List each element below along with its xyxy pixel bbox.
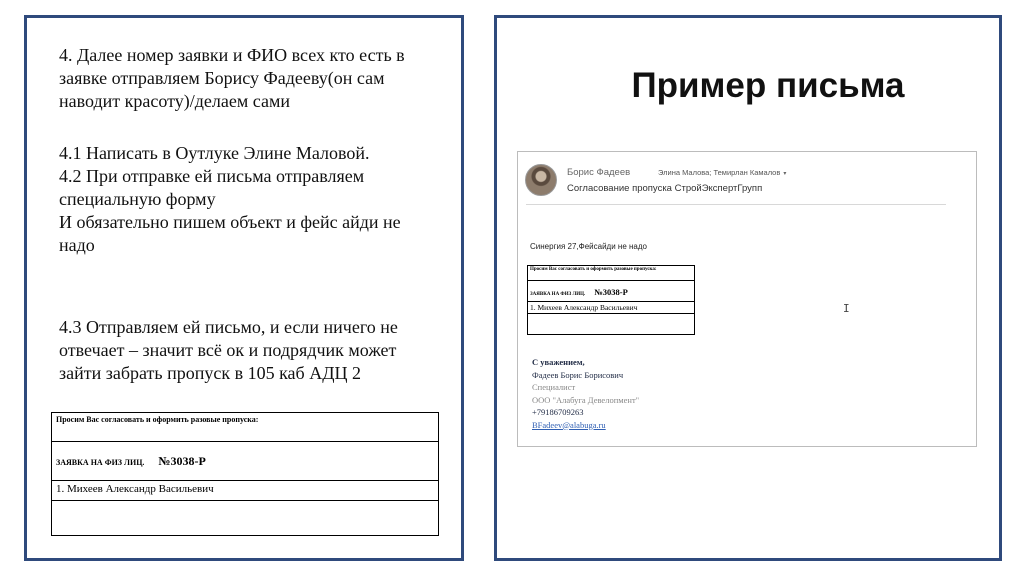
text-cursor-icon: I <box>843 302 850 315</box>
instruction-step-4: 4. Далее номер заявки и ФИО всех кто есть в заявке отправляем Борису Фадееву(он сам наводит красоту)/делаем сами <box>59 45 405 111</box>
signature-company: ООО "Алабуга Девелопмент" <box>532 394 640 405</box>
signature-greeting: С уважением, <box>532 357 585 367</box>
email-pass-request-form <box>527 265 695 335</box>
signature-phone: +79186709263 <box>532 407 584 417</box>
person-row: 1. Михеев Александр Васильевич <box>52 481 439 501</box>
divider <box>526 204 946 205</box>
avatar <box>525 164 557 196</box>
request-cell <box>52 442 439 481</box>
request-number: №3038-Р <box>158 454 206 468</box>
instruction-step-4-1-4-2: 4.1 Написать в Оутлуке Элине Маловой. 4.2 При отправке ей письма отправляем специальную форму И обязательно пишем объект и фейс айди не надо <box>59 143 401 255</box>
pass-request-form <box>51 412 439 536</box>
instruction-step-4-3: 4.3 Отправляем ей письмо, и если ничего не отвечает – значит всё ок и подрядчик может зайти забрать пропуск в 105 каб АДЦ 2 <box>59 317 398 383</box>
request-cell <box>528 281 695 302</box>
chevron-down-icon[interactable]: ▾ <box>783 171 787 177</box>
signature-position: Специалист <box>532 382 576 392</box>
signature-email-link[interactable]: BFadeev@alabuga.ru <box>532 419 606 430</box>
recipients[interactable] <box>658 168 786 177</box>
email-body-line: Синергия 27,Фейсайди не надо <box>530 242 647 251</box>
form-header: Просим Вас согласовать и оформить разовые пропуска: <box>52 413 439 442</box>
empty-row <box>528 314 695 335</box>
form-header: Просим Вас согласовать и оформить разовые пропуска: <box>528 266 695 281</box>
signature-name: Фадеев Борис Борисович <box>532 369 624 380</box>
sender-name: Борис Фадеев <box>567 167 631 178</box>
email-signature <box>532 356 639 431</box>
request-label: ЗАЯВКА НА ФИЗ ЛИЦ. <box>530 292 586 297</box>
example-panel <box>494 15 1002 561</box>
instructions-panel <box>24 15 464 561</box>
email-screenshot <box>517 151 977 447</box>
empty-row <box>52 501 439 536</box>
request-label: ЗАЯВКА НА ФИЗ ЛИЦ. <box>56 458 145 467</box>
email-subject: Согласование пропуска СтройЭкспертГрупп <box>567 183 763 194</box>
request-number: №3038-Р <box>594 287 628 297</box>
recipients-label: Элина Малова; Темирлан Камалов <box>658 168 781 177</box>
person-row: 1. Михеев Александр Васильевич <box>528 302 695 314</box>
slide-title: Пример письма <box>631 66 905 105</box>
